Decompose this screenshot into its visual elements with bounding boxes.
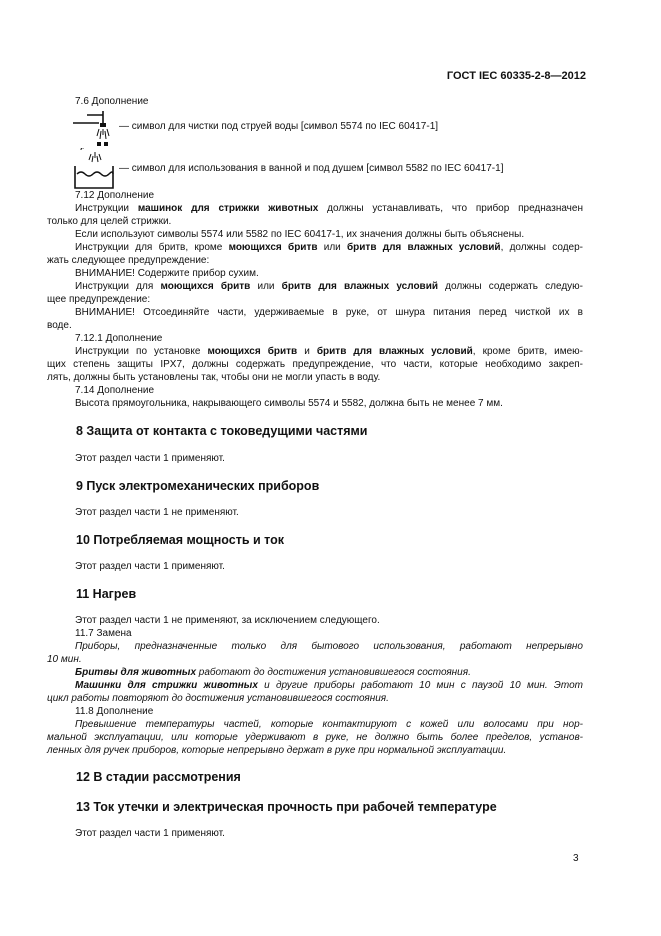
paragraph: Инструкции по установке моющихся бритв и бритв для влажных условий, кроме бритв, имею- xyxy=(75,346,584,357)
paragraph: Машинки для стрижки животных и другие приборы работают 10 мин с паузой 10 мин. Этот xyxy=(75,680,583,691)
clause-7-14-title: 7.14 Дополнение xyxy=(75,385,155,396)
clause-7-12-title: 7.12 Дополнение xyxy=(75,190,155,201)
document-header: ГОСТ IEC 60335-2-8—2012 xyxy=(446,70,586,82)
paragraph: воде. xyxy=(47,320,72,331)
paragraph: лять, должны быть установлены так, чтобы они не могли упасть в воду. xyxy=(47,372,381,383)
clause-7-6-title: 7.6 Дополнение xyxy=(75,96,149,107)
section-9-heading: 9 Пуск электромеханических приборов xyxy=(76,479,320,493)
warning-text: ВНИМАНИЕ! Содержите прибор сухим. xyxy=(75,268,259,279)
section-13-text: Этот раздел части 1 применяют. xyxy=(75,828,225,839)
symbol-5582-description: — символ для использования в ванной и под душем [символ 5582 по IEC 60417-1] xyxy=(119,163,504,174)
section-11-text: Этот раздел части 1 не применяют, за исключением следующего. xyxy=(75,615,380,626)
symbol-5574-description: — символ для чистки под струей воды [символ 5574 по IEC 60417-1] xyxy=(119,121,439,132)
section-13-heading: 13 Ток утечки и электрическая прочность при рабочей температуре xyxy=(76,800,497,814)
section-10-text: Этот раздел части 1 применяют. xyxy=(75,561,225,572)
paragraph: цикл работы повторяют до достижения установившегося состояния. xyxy=(47,693,389,704)
paragraph: Инструкции для бритв, кроме моющихся бритв или бритв для влажных условий, должны содер- xyxy=(75,242,583,253)
paragraph: мальной эксплуатации, или которые удерживают в руке, не должно быть более пределов, установ- xyxy=(47,732,583,743)
section-9-text: Этот раздел части 1 не применяют. xyxy=(75,507,239,518)
paragraph: только для целей стрижки. xyxy=(47,216,172,227)
paragraph: Превышение температуры частей, которые контактируют с кожей или волосами при нор- xyxy=(75,719,583,730)
page-number: 3 xyxy=(573,853,579,864)
paragraph: Высота прямоугольника, накрывающего символы 5574 и 5582, должна быть не менее 7 мм. xyxy=(75,398,503,409)
paragraph: щее предупреждение: xyxy=(47,294,151,305)
section-8-heading: 8 Защита от контакта с токоведущими частями xyxy=(76,424,368,438)
water-jet-cleaning-icon xyxy=(73,109,117,149)
paragraph: Инструкции для моющихся бритв или бритв для влажных условий должны содержать следую- xyxy=(75,281,584,292)
section-11-heading: 11 Нагрев xyxy=(76,587,137,601)
section-12-heading: 12 В стадии рассмотрения xyxy=(76,770,241,784)
paragraph: 10 мин. xyxy=(47,654,82,665)
clause-11-7-title: 11.7 Замена xyxy=(75,628,132,639)
paragraph: жать следующее предупреждение: xyxy=(47,255,210,266)
paragraph: Инструкции машинок для стрижки животных должны устанавливать, что прибор предназначен xyxy=(75,203,583,214)
paragraph: щих степень защиты IPX7, должны содержать предупреждение, что части, которые необходимо закреп- xyxy=(47,359,583,370)
section-10-heading: 10 Потребляемая мощность и ток xyxy=(76,533,284,547)
clause-7-12-1-title: 7.12.1 Дополнение xyxy=(75,333,163,344)
paragraph: Если используют символы 5574 или 5582 по IEC 60417-1, их значения должны быть объяснены. xyxy=(75,229,525,240)
paragraph: Бритвы для животных работают до достижения установившегося состояния. xyxy=(75,667,471,678)
section-8-text: Этот раздел части 1 применяют. xyxy=(75,453,225,464)
clause-11-8-title: 11.8 Дополнение xyxy=(75,706,154,717)
paragraph: ленных для ручек приборов, которые непрерывно держат в руке при нормальной эксплуатации. xyxy=(47,745,507,756)
warning-text: ВНИМАНИЕ! Отсоединяйте части, удерживаемые в руке, от шнура питания перед чисткой их в xyxy=(75,307,583,318)
paragraph: Приборы, предназначенные только для бытового использования, работают непрерывно xyxy=(75,641,583,652)
bath-shower-icon xyxy=(73,148,117,190)
